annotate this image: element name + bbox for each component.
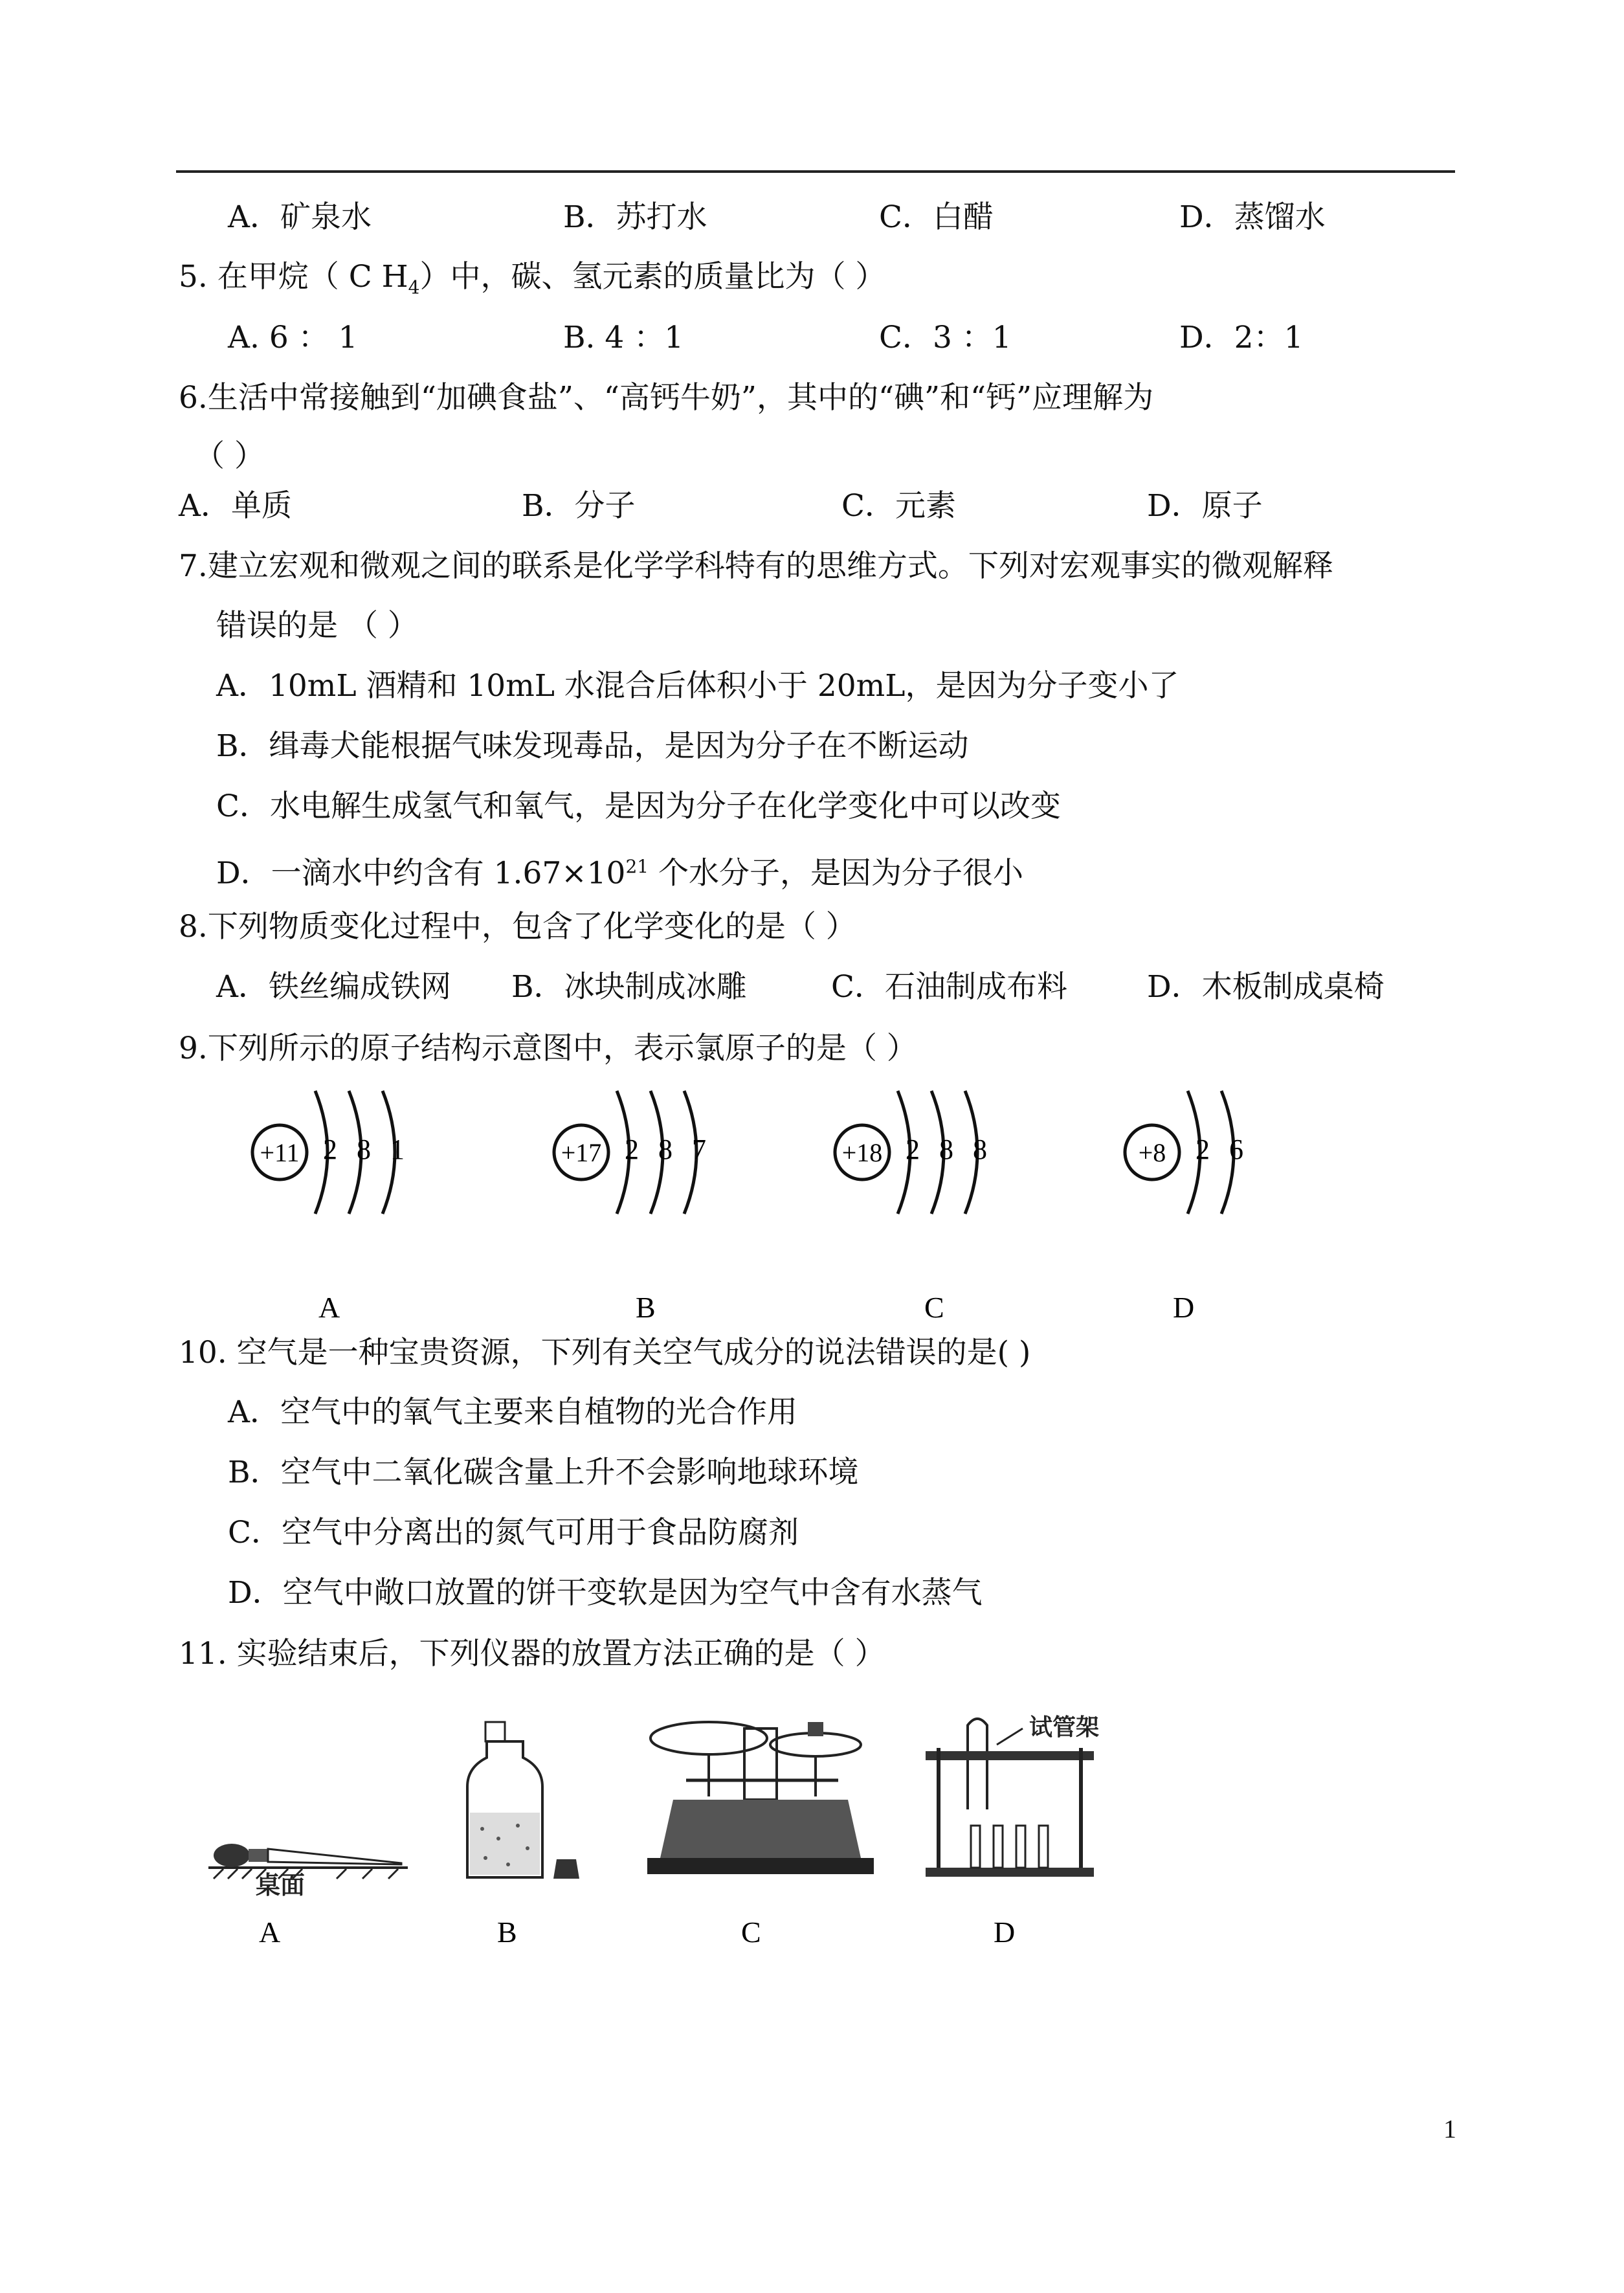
balance-figure bbox=[647, 1722, 874, 1874]
q5-option-a: A. 6 ： 1 bbox=[228, 320, 358, 355]
q11-label-b: B bbox=[497, 1916, 517, 1949]
q6-stem: 6.生活中常接触到“加碘食盐”、“高钙牛奶”，其中的“碘”和“钙”应理解为 bbox=[179, 380, 1154, 416]
q4-option-a: A．矿泉水 bbox=[228, 199, 372, 235]
desk-label: 桌面 bbox=[256, 1872, 306, 1899]
test-tube-rack-figure bbox=[926, 1714, 1099, 1877]
dropper-on-desk-figure bbox=[208, 1844, 408, 1899]
q7-option-a: A．10mL 酒精和 10mL 水混合后体积小于 20mL，是因为分子变小了 bbox=[216, 668, 1179, 704]
q6-option-b: B．分子 bbox=[522, 488, 636, 524]
electron-count: 1 bbox=[390, 1134, 405, 1165]
q6-option-a: A．单质 bbox=[179, 488, 292, 524]
electron-count: 8 bbox=[939, 1134, 953, 1165]
q10-option-b: B．空气中二氧化碳含量上升不会影响地球环境 bbox=[228, 1455, 859, 1490]
nucleus-charge: +17 bbox=[561, 1138, 602, 1167]
electron-count: 2 bbox=[1196, 1134, 1210, 1165]
atom-label-d: D bbox=[1173, 1291, 1195, 1324]
q11-stem: 11. 实验结束后，下列仪器的放置方法正确的是（ ） bbox=[179, 1636, 885, 1672]
q8-option-a: A．铁丝编成铁网 bbox=[216, 969, 451, 1005]
electron-count: 2 bbox=[323, 1134, 337, 1165]
electron-count: 8 bbox=[357, 1134, 371, 1165]
atom-label-c: C bbox=[924, 1291, 944, 1324]
electron-count: 7 bbox=[692, 1134, 706, 1165]
atom-diagram-d bbox=[1125, 1091, 1243, 1324]
q4-option-c: C．白醋 bbox=[879, 199, 994, 235]
nucleus-charge: +8 bbox=[1138, 1138, 1166, 1167]
q5-stem: 5. 在甲烷（ C $H_4$）中，碳、氢元素的质量比为（ ） bbox=[179, 259, 886, 298]
q6-option-c: C．元素 bbox=[841, 488, 956, 524]
q10-stem: 10. 空气是一种宝贵资源，下列有关空气成分的说法错误的是( ) bbox=[179, 1335, 1031, 1370]
header-rule bbox=[176, 170, 1455, 173]
nucleus-charge: +18 bbox=[841, 1138, 883, 1167]
q9-stem: 9.下列所示的原子结构示意图中，表示氯原子的是（ ） bbox=[179, 1031, 917, 1066]
atom-label-a: A bbox=[318, 1291, 340, 1324]
q10-option-d: D．空气中敞口放置的饼干变软是因为空气中含有水蒸气 bbox=[228, 1575, 983, 1611]
reagent-bottle-figure bbox=[467, 1722, 579, 1879]
q11-label-c: C bbox=[741, 1916, 761, 1949]
electron-count: 8 bbox=[658, 1134, 673, 1165]
q8-option-b: B．冰块制成冰雕 bbox=[511, 969, 747, 1005]
q11-label-d: D bbox=[994, 1916, 1016, 1949]
q5-option-c: C．3 ：1 bbox=[879, 320, 1012, 355]
nucleus-charge: +11 bbox=[260, 1138, 300, 1167]
atom-diagrams bbox=[0, 1075, 1624, 1327]
test-tube-rack-label: 试管架 bbox=[1029, 1714, 1100, 1740]
q10-option-c: C．空气中分离出的氮气可用于食品防腐剂 bbox=[228, 1515, 799, 1550]
q4-option-b: B．苏打水 bbox=[563, 199, 707, 235]
q8-option-c: C．石油制成布料 bbox=[831, 969, 1067, 1005]
atom-diagram-a bbox=[252, 1091, 405, 1324]
electron-count: 6 bbox=[1229, 1134, 1243, 1165]
q6-paren: （ ） bbox=[194, 438, 265, 474]
q5-option-d: D．2：1 bbox=[1179, 320, 1304, 355]
lab-equipment-figure bbox=[0, 1709, 1624, 1981]
electron-count: 2 bbox=[625, 1134, 639, 1165]
electron-count: 8 bbox=[973, 1134, 987, 1165]
q5-option-b: B. 4 ：1 bbox=[563, 320, 684, 355]
q7-stem-line2: 错误的是 （ ） bbox=[216, 608, 418, 643]
q7-option-b: B．缉毒犬能根据气味发现毒品，是因为分子在不断运动 bbox=[216, 728, 969, 764]
q8-option-d: D．木板制成桌椅 bbox=[1147, 969, 1385, 1005]
q7-option-d: D．一滴水中约含有 $1.67\times 10^{21}$ 个水分子，是因为分子很小 bbox=[216, 855, 1024, 891]
atom-diagram-b bbox=[554, 1091, 706, 1324]
q7-option-c: C．水电解生成氢气和氧气，是因为分子在化学变化中可以改变 bbox=[216, 789, 1061, 824]
atom-diagram-c bbox=[835, 1091, 987, 1324]
q10-option-a: A．空气中的氧气主要来自植物的光合作用 bbox=[228, 1394, 797, 1430]
electron-count: 2 bbox=[906, 1134, 920, 1165]
q8-stem: 8.下列物质变化过程中，包含了化学变化的是（ ） bbox=[179, 909, 856, 945]
q11-label-a: A bbox=[259, 1916, 281, 1949]
page-number: 1 bbox=[1443, 2114, 1456, 2143]
q6-option-d: D．原子 bbox=[1147, 488, 1263, 524]
q7-stem-line1: 7.建立宏观和微观之间的联系是化学学科特有的思维方式。下列对宏观事实的微观解释 bbox=[179, 548, 1333, 584]
atom-label-b: B bbox=[636, 1291, 656, 1324]
q4-option-d: D．蒸馏水 bbox=[1179, 199, 1326, 235]
